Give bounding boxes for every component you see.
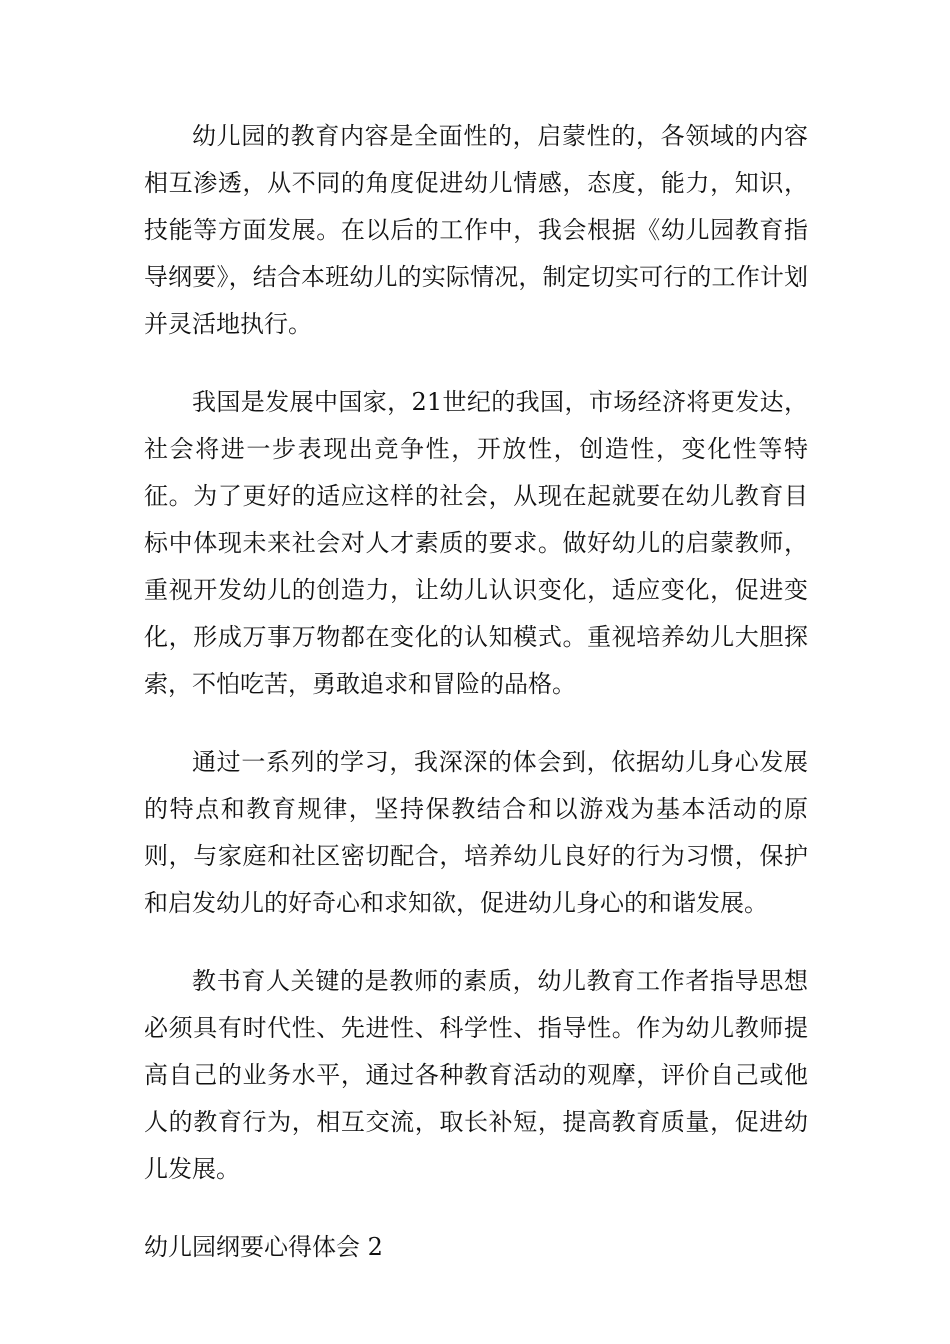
paragraph-4: 教书育人关键的是教师的素质，幼儿教育工作者指导思想必须具有时代性、先进性、科学性、指导性。作为幼儿教师提高自己的业务水平，通过各种教育活动的观摩，评价自己或他人的教育行为，相互交流，取长补短，提高教育质量，促进幼儿发展。 — [144, 967, 808, 1183]
paragraph-1: 幼儿园的教育内容是全面性的，启蒙性的，各领域的内容相互渗透，从不同的角度促进幼儿情感，态度，能力，知识，技能等方面发展。在以后的工作中，我会根据《幼儿园教育指导纲要》，结合本班幼儿的实际情况，制定切实可行的工作计划并灵活地执行。 — [144, 122, 808, 338]
document-body — [144, 113, 808, 1271]
section-heading: 幼儿园纲要心得体会 2 — [144, 1233, 383, 1261]
paragraph-3: 通过一系列的学习，我深深的体会到，依据幼儿身心发展的特点和教育规律，坚持保教结合和以游戏为基本活动的原则，与家庭和社区密切配合，培养幼儿良好的行为习惯，保护和启发幼儿的好奇心和求知欲，促进幼儿身心的和谐发展。 — [144, 748, 808, 917]
paragraph-2: 我国是发展中国家，21世纪的我国，市场经济将更发达，社会将进一步表现出竞争性，开放性，创造性，变化性等特征。为了更好的适应这样的社会，从现在起就要在幼儿教育目标中体现未来社会对人才素质的要求。做好幼儿的启蒙教师，重视开发幼儿的创造力，让幼儿认识变化，适应变化，促进变化，形成万事万物都在变化的认知模式。重视培养幼儿大胆探索，不怕吃苦，勇敢追求和冒险的品格。 — [144, 388, 808, 698]
